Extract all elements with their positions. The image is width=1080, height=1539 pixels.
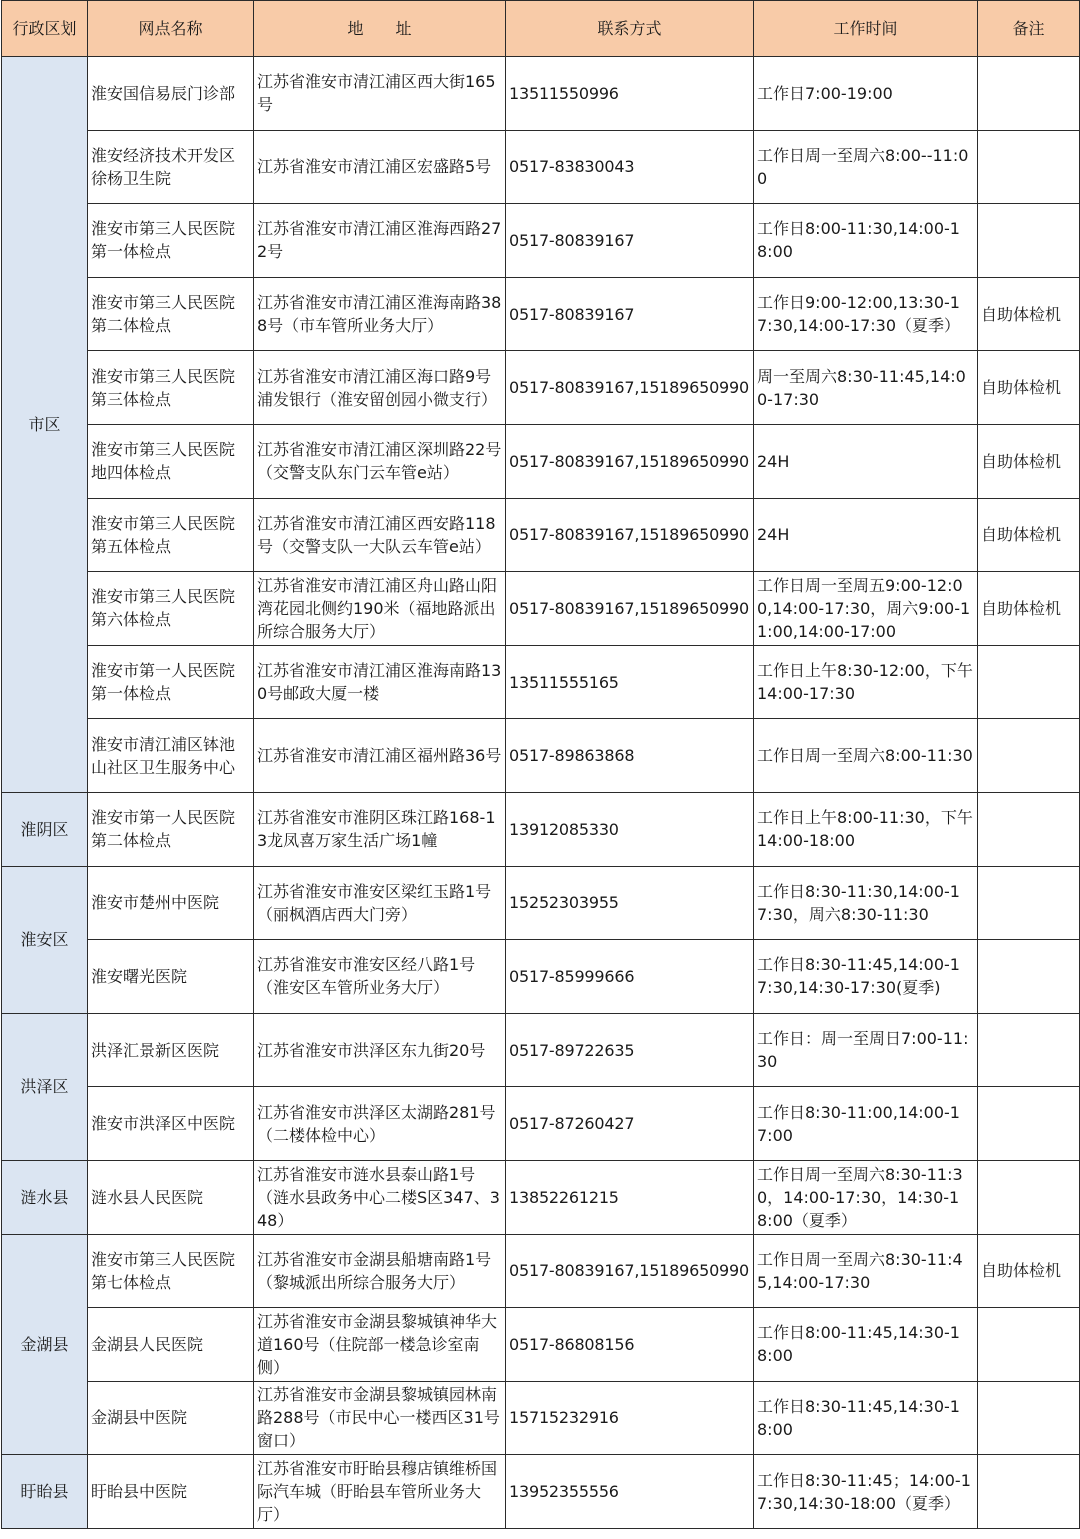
name-cell: 淮安国信易辰门诊部: [88, 57, 254, 131]
hours-cell: 工作日8:30-11:30,14:00-17:30，周六8:30-11:30: [754, 866, 978, 940]
header-name: 网点名称: [88, 1, 254, 57]
table-row: [2, 57, 1080, 131]
contact-cell: 0517-80839167: [506, 204, 754, 278]
address-cell: 江苏省淮安市涟水县泰山路1号（涟水县政务中心二楼S区347、348）: [254, 1160, 506, 1234]
contact-cell: 0517-80839167,15189650990: [506, 351, 754, 425]
table-row: [2, 1455, 1080, 1529]
table-row: [2, 866, 1080, 940]
header-district: 行政区划: [2, 1, 88, 57]
table-row: [2, 204, 1080, 278]
hours-cell: 工作日8:00-11:30,14:00-18:00: [754, 204, 978, 278]
table-row: [2, 1234, 1080, 1308]
hours-cell: 工作日8:30-11:00,14:00-17:00: [754, 1087, 978, 1161]
table-row: [2, 1381, 1080, 1455]
contact-cell: 0517-80839167,15189650990: [506, 424, 754, 498]
hours-cell: 工作日7:00-19:00: [754, 57, 978, 131]
address-cell: 江苏省淮安市金湖县黎城镇园林南路288号（市民中心一楼西区31号窗口）: [254, 1381, 506, 1455]
hours-cell: 工作日：周一至周日7:00-11:30: [754, 1013, 978, 1087]
note-cell: 自助体检机: [978, 572, 1080, 646]
note-cell: [978, 1013, 1080, 1087]
district-cell: 金湖县: [2, 1234, 88, 1455]
hours-cell: 24H: [754, 498, 978, 572]
hours-cell: 工作日周一至周六8:30-11:45,14:00-17:30: [754, 1234, 978, 1308]
contact-cell: 0517-89722635: [506, 1013, 754, 1087]
header-row: [2, 1, 1080, 57]
hours-cell: 工作日8:30-11:45,14:30-18:00: [754, 1381, 978, 1455]
contact-cell: 15715232916: [506, 1381, 754, 1455]
address-cell: 江苏省淮安市清江浦区舟山路山阳湾花园北侧约190米（福地路派出所综合服务大厅）: [254, 572, 506, 646]
note-cell: [978, 866, 1080, 940]
name-cell: 淮安市清江浦区钵池山社区卫生服务中心: [88, 719, 254, 793]
name-cell: 淮安市第三人民医院地四体检点: [88, 424, 254, 498]
note-cell: [978, 130, 1080, 204]
address-cell: 江苏省淮安市清江浦区淮海南路130号邮政大厦一楼: [254, 645, 506, 719]
table-row: [2, 1308, 1080, 1382]
district-cell: 涟水县: [2, 1160, 88, 1234]
name-cell: 金湖县中医院: [88, 1381, 254, 1455]
contact-cell: 13952355556: [506, 1455, 754, 1529]
name-cell: 淮安经济技术开发区徐杨卫生院: [88, 130, 254, 204]
table-body: [2, 57, 1080, 1529]
note-cell: 自助体检机: [978, 351, 1080, 425]
contact-cell: 13511555165: [506, 645, 754, 719]
table-row: [2, 498, 1080, 572]
table-row: [2, 277, 1080, 351]
address-cell: 江苏省淮安市清江浦区海口路9号浦发银行（淮安留创园小微支行）: [254, 351, 506, 425]
hours-cell: 工作日8:00-11:45,14:30-18:00: [754, 1308, 978, 1382]
address-cell: 江苏省淮安市盱眙县穆店镇维桥国际汽车城（盱眙县车管所业务大厅）: [254, 1455, 506, 1529]
note-cell: [978, 57, 1080, 131]
table-row: [2, 645, 1080, 719]
contact-cell: 0517-80839167,15189650990: [506, 572, 754, 646]
address-cell: 江苏省淮安市清江浦区淮海西路272号: [254, 204, 506, 278]
contact-cell: 0517-87260427: [506, 1087, 754, 1161]
table-row: [2, 1087, 1080, 1161]
hours-cell: 24H: [754, 424, 978, 498]
service-points-table: [1, 0, 1080, 1529]
address-cell: 江苏省淮安市洪泽区太湖路281号（二楼体检中心）: [254, 1087, 506, 1161]
hours-cell: 工作日周一至周五9:00-12:00,14:00-17:30，周六9:00-11:00,14:00-17:00: [754, 572, 978, 646]
contact-cell: 0517-80839167,15189650990: [506, 1234, 754, 1308]
contact-cell: 13912085330: [506, 792, 754, 866]
table-row: [2, 792, 1080, 866]
note-cell: [978, 1087, 1080, 1161]
hours-cell: 工作日周一至周六8:00-11:30: [754, 719, 978, 793]
name-cell: 淮安市第三人民医院第二体检点: [88, 277, 254, 351]
contact-cell: 0517-80839167,15189650990: [506, 498, 754, 572]
note-cell: [978, 1455, 1080, 1529]
district-cell: 洪泽区: [2, 1013, 88, 1160]
contact-cell: 13852261215: [506, 1160, 754, 1234]
address-cell: 江苏省淮安市金湖县船塘南路1号（黎城派出所综合服务大厅）: [254, 1234, 506, 1308]
header-address: 地 址: [254, 1, 506, 57]
contact-cell: 0517-89863868: [506, 719, 754, 793]
note-cell: 自助体检机: [978, 277, 1080, 351]
contact-cell: 0517-85999666: [506, 940, 754, 1014]
contact-cell: 0517-86808156: [506, 1308, 754, 1382]
note-cell: [978, 1308, 1080, 1382]
table-row: [2, 940, 1080, 1014]
hours-cell: 工作日上午8:30-12:00，下午14:00-17:30: [754, 645, 978, 719]
hours-cell: 工作日8:30-11:45；14:00-17:30,14:30-18:00（夏季）: [754, 1455, 978, 1529]
note-cell: [978, 719, 1080, 793]
name-cell: 淮安市第一人民医院第一体检点: [88, 645, 254, 719]
contact-cell: 15252303955: [506, 866, 754, 940]
note-cell: [978, 792, 1080, 866]
district-cell: 盱眙县: [2, 1455, 88, 1529]
header-hours: 工作时间: [754, 1, 978, 57]
address-cell: 江苏省淮安市淮阴区珠江路168-13龙凤喜万家生活广场1幢: [254, 792, 506, 866]
table-row: [2, 424, 1080, 498]
name-cell: 淮安市第三人民医院第六体检点: [88, 572, 254, 646]
name-cell: 淮安曙光医院: [88, 940, 254, 1014]
note-cell: 自助体检机: [978, 498, 1080, 572]
header-contact: 联系方式: [506, 1, 754, 57]
table-row: [2, 130, 1080, 204]
address-cell: 江苏省淮安市金湖县黎城镇神华大道160号（住院部一楼急诊室南侧）: [254, 1308, 506, 1382]
note-cell: [978, 940, 1080, 1014]
name-cell: 金湖县人民医院: [88, 1308, 254, 1382]
name-cell: 盱眙县中医院: [88, 1455, 254, 1529]
hours-cell: 工作日周一至周六8:30-11:30，14:00-17:30，14:30-18:00（夏季）: [754, 1160, 978, 1234]
name-cell: 淮安市第三人民医院第三体检点: [88, 351, 254, 425]
district-cell: 淮安区: [2, 866, 88, 1013]
address-cell: 江苏省淮安市淮安区经八路1号（淮安区车管所业务大厅）: [254, 940, 506, 1014]
table-row: [2, 719, 1080, 793]
table-row: [2, 351, 1080, 425]
address-cell: 江苏省淮安市清江浦区淮海南路388号（市车管所业务大厅）: [254, 277, 506, 351]
address-cell: 江苏省淮安市清江浦区福州路36号: [254, 719, 506, 793]
address-cell: 江苏省淮安市清江浦区西大街165号: [254, 57, 506, 131]
table-row: [2, 1160, 1080, 1234]
table-row: [2, 1013, 1080, 1087]
name-cell: 淮安市洪泽区中医院: [88, 1087, 254, 1161]
district-cell: 淮阴区: [2, 792, 88, 866]
note-cell: [978, 645, 1080, 719]
name-cell: 淮安市第一人民医院第二体检点: [88, 792, 254, 866]
hours-cell: 周一至周六8:30-11:45,14:00-17:30: [754, 351, 978, 425]
contact-cell: 13511550996: [506, 57, 754, 131]
address-cell: 江苏省淮安市清江浦区宏盛路5号: [254, 130, 506, 204]
note-cell: 自助体检机: [978, 424, 1080, 498]
name-cell: 淮安市楚州中医院: [88, 866, 254, 940]
note-cell: [978, 204, 1080, 278]
name-cell: 洪泽汇景新区医院: [88, 1013, 254, 1087]
address-cell: 江苏省淮安市淮安区梁红玉路1号（丽枫酒店西大门旁）: [254, 866, 506, 940]
name-cell: 涟水县人民医院: [88, 1160, 254, 1234]
address-cell: 江苏省淮安市清江浦区深圳路22号（交警支队东门云车管e站）: [254, 424, 506, 498]
name-cell: 淮安市第三人民医院第一体检点: [88, 204, 254, 278]
hours-cell: 工作日8:30-11:45,14:00-17:30,14:30-17:30(夏季): [754, 940, 978, 1014]
note-cell: [978, 1381, 1080, 1455]
name-cell: 淮安市第三人民医院第七体检点: [88, 1234, 254, 1308]
table-row: [2, 572, 1080, 646]
contact-cell: 0517-80839167: [506, 277, 754, 351]
hours-cell: 工作日上午8:00-11:30，下午14:00-18:00: [754, 792, 978, 866]
address-cell: 江苏省淮安市清江浦区西安路118号（交警支队一大队云车管e站）: [254, 498, 506, 572]
address-cell: 江苏省淮安市洪泽区东九街20号: [254, 1013, 506, 1087]
contact-cell: 0517-83830043: [506, 130, 754, 204]
header-note: 备注: [978, 1, 1080, 57]
note-cell: 自助体检机: [978, 1234, 1080, 1308]
hours-cell: 工作日周一至周六8:00--11:00: [754, 130, 978, 204]
hours-cell: 工作日9:00-12:00,13:30-17:30,14:00-17:30（夏季）: [754, 277, 978, 351]
name-cell: 淮安市第三人民医院第五体检点: [88, 498, 254, 572]
note-cell: [978, 1160, 1080, 1234]
district-cell: 市区: [2, 57, 88, 793]
